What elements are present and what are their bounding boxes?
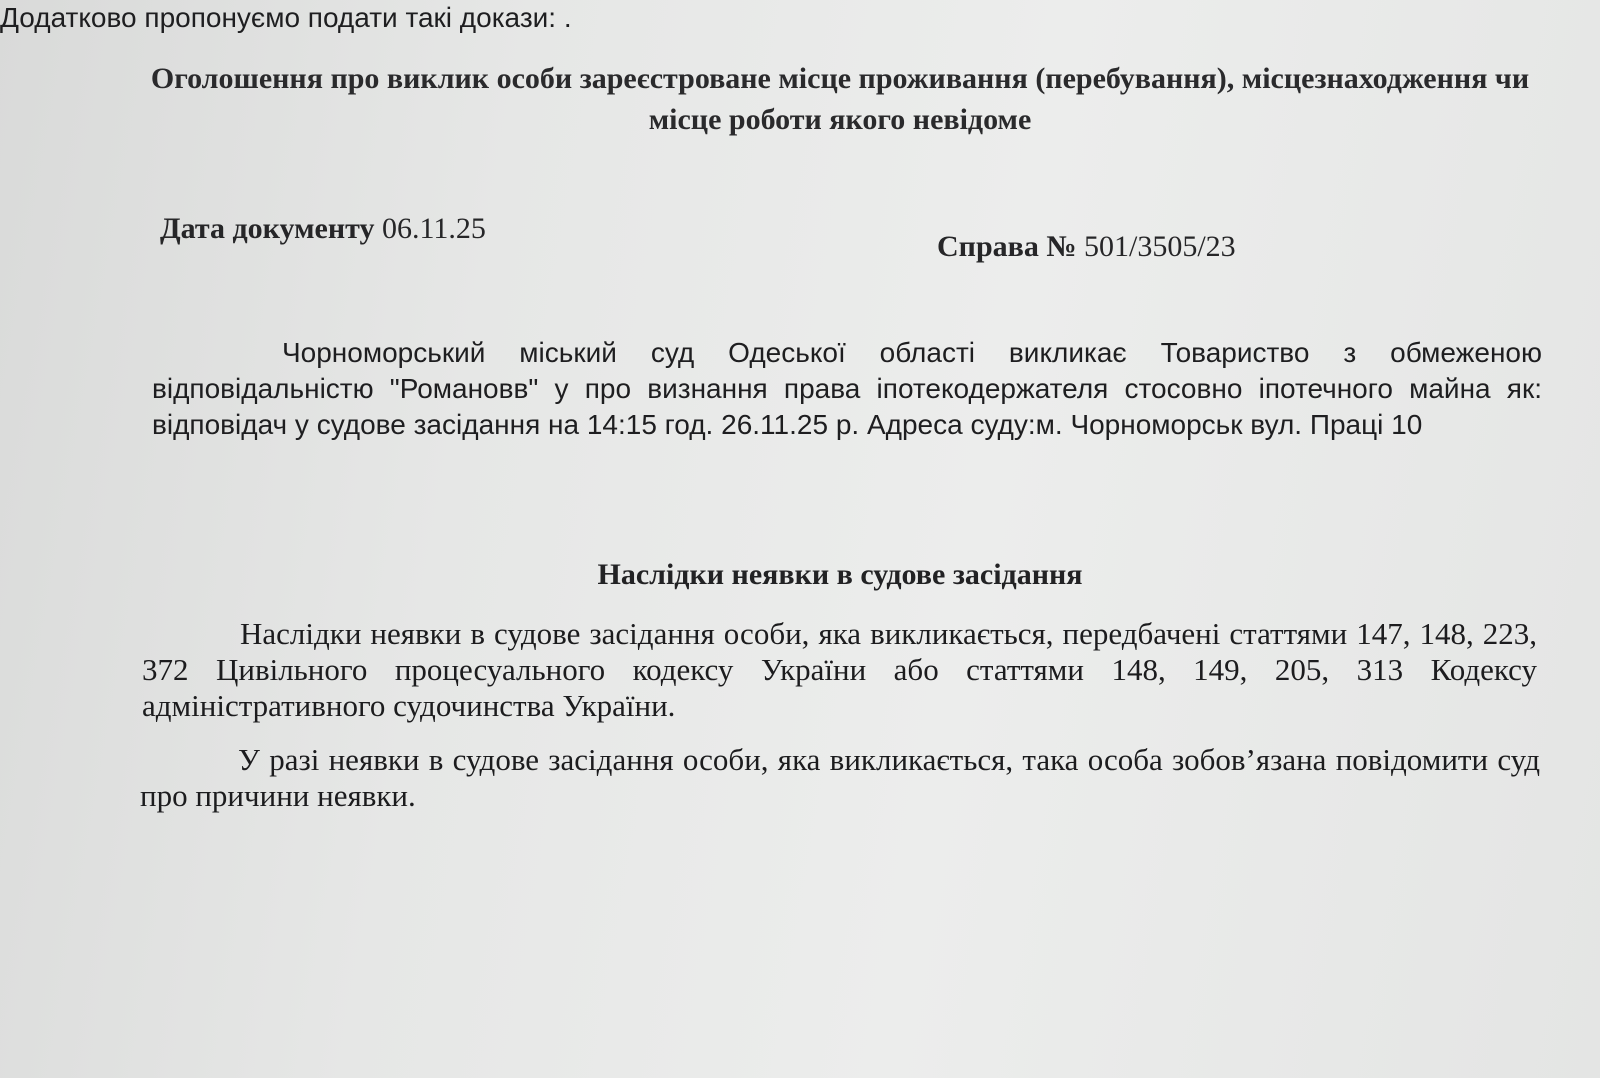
obligation-paragraph: У разі неявки в судове засідання особи, яка викликається, така особа зобов’язана повідомити суд про причини неявки. [140, 742, 1540, 813]
consequences-paragraph: Наслідки неявки в судове засідання особи, яка викликається, передбачені статтями 147, 148, 223, 372 Цивільного процесуального кодексу України або статтями 148, 149, 205, 313 Кодексу адміністративного судочинства України. [142, 616, 1537, 723]
case-label: Справа № [937, 230, 1077, 263]
date-label: Дата документу [160, 212, 375, 245]
case-value: 501/3505/23 [1083, 230, 1236, 263]
document-title: Оголошення про виклик особи зареєстроване місце проживання (перебування), місцезнаходження чи місце роботи якого невідоме [150, 62, 1530, 136]
consequences-heading: Наслідки неявки в судове засідання [597, 558, 1083, 591]
document-date [160, 212, 486, 246]
case-number [937, 230, 1236, 264]
evidence-paragraph: Додатково пропонуємо подати такі докази: . [0, 2, 572, 33]
summons-paragraph: Чорноморський міський суд Одеської області викликає Товариство з обмеженою відповідальністю "Романовв" у про визнання права іпотекодержателя стосовно іпотечного майна як: відповідач у судове засідання на 14:15 год. 26.11.25 р. Адреса суду:м. Чорноморськ вул. Праці 10 [152, 337, 1542, 440]
date-value: 06.11.25 [381, 212, 486, 245]
